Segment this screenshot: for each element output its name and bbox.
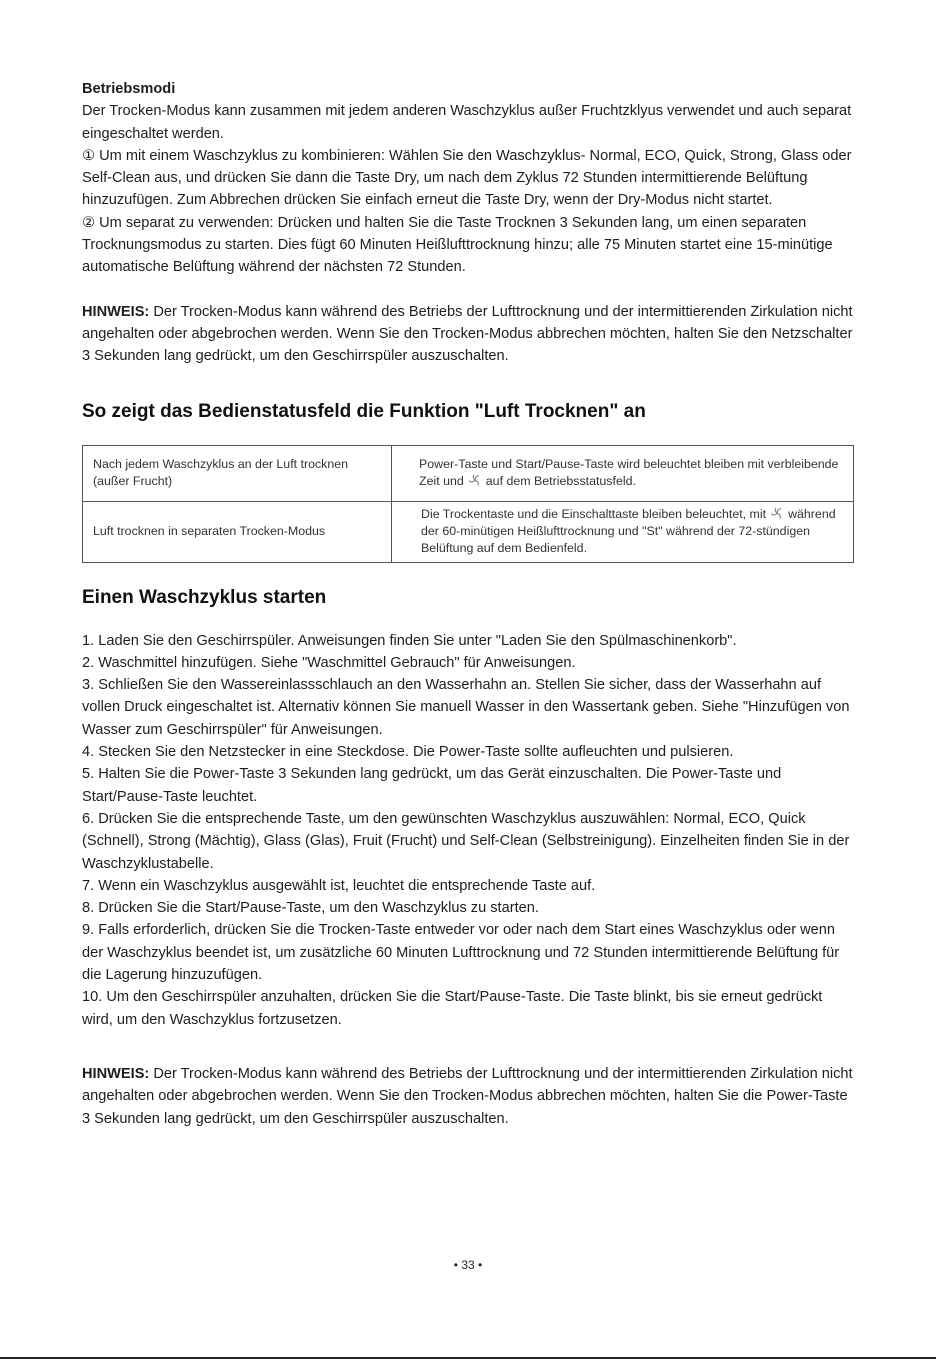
list-item: 2. Waschmittel hinzufügen. Siehe "Waschmittel Gebrauch" für Anweisungen. bbox=[82, 654, 576, 671]
status-row-1-mode: Nach jedem Waschzyklus an der Luft trocknen (außer Frucht) bbox=[83, 445, 392, 501]
list-item: 4. Stecken Sie den Netzstecker in eine Steckdose. Die Power-Taste sollte aufleuchten und pulsieren. bbox=[82, 744, 734, 761]
start-steps-list bbox=[82, 630, 856, 1031]
modes-item-2: ② Um separat zu verwenden: Drücken und halten Sie die Taste Trocknen 3 Sekunden lang, um einen separaten Trocknungsmodus zu starten. Dies fügt 60 Minuten Heißlufttrocknung hinzu; alle 75 Minuten startet eine 15-minütige automatische Belüftung während der nächsten 72 Stunden. bbox=[82, 214, 833, 276]
status-row-1-display-text-end: auf dem Betriebsstatusfeld. bbox=[485, 474, 636, 489]
status-row-2-display-text-end: während der 60-minütigen Heißlufttrocknung und "St" während der 72-stündigen Belüftung auf dem Bedienfeld. bbox=[421, 507, 836, 556]
status-row-1-display-text: Power-Taste und Start/Pause-Taste wird beleuchtet bleiben mit verbleibende Zeit und bbox=[419, 457, 839, 489]
note-2-label: HINWEIS: bbox=[82, 1065, 150, 1082]
status-table bbox=[82, 445, 854, 563]
note-1-label: HINWEIS: bbox=[82, 303, 150, 320]
status-row-1-display bbox=[392, 445, 854, 501]
note-2-text: Der Trocken-Modus kann während des Betriebs der Lufttrocknung und der intermittierenden Zirkulation nicht angehalten oder abgebrochen werden. Wenn Sie den Trocken-Modus abbrechen möchten, halten Sie die Power-Taste 3 Sekunden lang gedrückt, um den Geschirrspüler auszuschalten. bbox=[82, 1065, 853, 1127]
page-content bbox=[82, 78, 856, 1130]
start-section-heading: Einen Waschzyklus starten bbox=[82, 586, 327, 608]
list-item: 10. Um den Geschirrspüler anzuhalten, drücken Sie die Start/Pause-Taste. Die Taste blinkt, bis sie erneut gedrückt wird, um den Waschzyklus fortzusetzen. bbox=[82, 989, 823, 1028]
fan-icon bbox=[770, 507, 784, 520]
note-2 bbox=[82, 1063, 856, 1130]
modes-heading: Betriebsmodi bbox=[82, 81, 176, 97]
list-item: 7. Wenn ein Waschzyklus ausgewählt ist, leuchtet die entsprechende Taste auf. bbox=[82, 877, 596, 894]
page-number: • 33 • bbox=[453, 1258, 483, 1272]
status-row-2-display bbox=[392, 501, 854, 562]
bottom-divider bbox=[0, 1357, 936, 1359]
modes-item-1: ① Um mit einem Waschzyklus zu kombinieren: Wählen Sie den Waschzyklus- Normal, ECO, Quick, Strong, Glass oder Self-Clean aus, und drücken Sie dann die Taste Dry, um nach dem Zyklus 72 Stunden intermittierende Belüftung hinzuzufügen. Zum Abbrechen drücken Sie einfach erneut die Taste Dry, wenn der Dry-Modus nicht startet. bbox=[82, 147, 852, 209]
list-item: 5. Halten Sie die Power-Taste 3 Sekunden lang gedrückt, um das Gerät einzuschalten. Die Power-Taste und Start/Pause-Taste leuchtet. bbox=[82, 766, 782, 805]
list-item: 8. Drücken Sie die Start/Pause-Taste, um den Waschzyklus zu starten. bbox=[82, 900, 539, 917]
modes-intro: Der Trocken-Modus kann zusammen mit jedem anderen Waschzyklus außer Fruchtzklyus verwendet und auch separat eingeschaltet werden. bbox=[82, 103, 852, 142]
fan-icon bbox=[468, 474, 482, 487]
note-1-text: Der Trocken-Modus kann während des Betriebs der Lufttrocknung und der intermittierenden Zirkulation nicht angehalten oder abgebrochen werden. Wenn Sie den Trocken-Modus abbrechen möchten, halten Sie den Netzschalter 3 Sekunden lang gedrückt, um den Geschirrspüler auszuschalten. bbox=[82, 303, 853, 365]
status-row-2-display-text: Die Trockentaste und die Einschalttaste bleiben beleuchtet, mit bbox=[421, 507, 767, 522]
note-1 bbox=[82, 301, 856, 368]
status-section-heading: So zeigt das Bedienstatusfeld die Funktion "Luft Trocknen" an bbox=[82, 400, 646, 422]
list-item: 9. Falls erforderlich, drücken Sie die Trocken-Taste entweder vor oder nach dem Start eines Waschzyklus oder wenn der Waschzyklus beendet ist, um zusätzliche 60 Minuten Lufttrocknung und 72 Stunden intermittierende Belüftung für die Lagerung hinzuzufügen. bbox=[82, 922, 840, 984]
list-item: 3. Schließen Sie den Wassereinlassschlauch an den Wasserhahn an. Stellen Sie sicher, dass der Wasserhahn auf vollen Druck eingeschaltet ist. Alternativ können Sie manuell Wasser in den Wassertank geben. Siehe "Hinzufügen von Wasser zum Geschirrspüler" für Anweisungen. bbox=[82, 677, 850, 738]
list-item: 6. Drücken Sie die entsprechende Taste, um den gewünschten Waschzyklus auszuwählen: Normal, ECO, Quick (Schnell), Strong (Mächtig), Glass (Glas), Fruit (Frucht) und Self-Clean (Selbstreinigung). Einzelheiten finden Sie in der Waschzyklustabelle. bbox=[82, 810, 850, 872]
status-table-row bbox=[83, 501, 854, 562]
list-item: 1. Laden Sie den Geschirrspüler. Anweisungen finden Sie unter "Laden Sie den Spülmaschinenkorb". bbox=[82, 632, 737, 649]
status-table-row bbox=[83, 445, 854, 501]
status-row-2-mode: Luft trocknen in separaten Trocken-Modus bbox=[83, 501, 392, 562]
